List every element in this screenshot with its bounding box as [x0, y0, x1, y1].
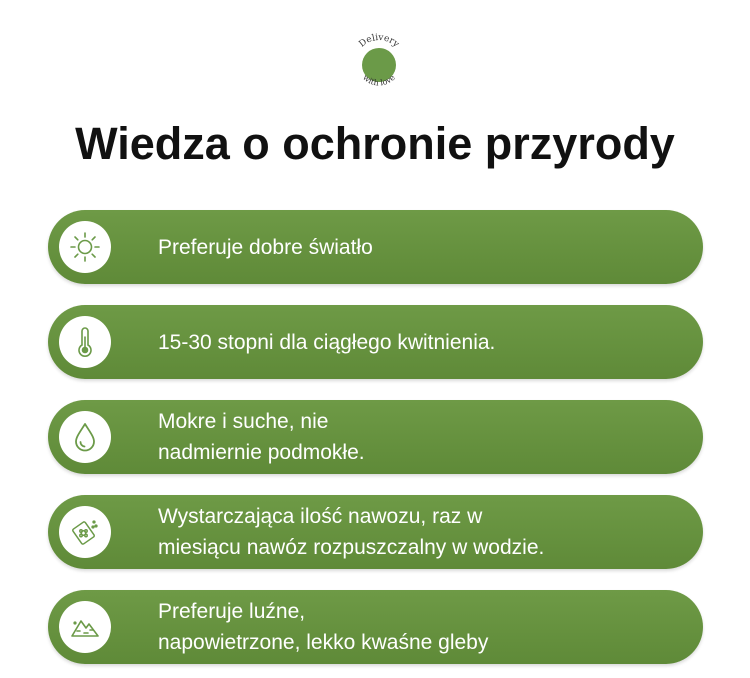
info-item-fertilizer: [48, 495, 703, 569]
info-item-light: [48, 210, 703, 284]
info-item-text: Mokre i suche, nie nadmiernie podmokłe.: [158, 410, 365, 464]
water-drop-icon: [59, 411, 111, 463]
fertilizer-bag-icon: [59, 506, 111, 558]
logo-text-bottom: with love: [361, 72, 397, 88]
info-item-text: Preferuje luźne, napowietrzone, lekko kwaśne gleby: [158, 600, 489, 654]
info-item-text: Wystarczająca ilość nawozu, raz w miesiącu nawóz rozpuszczalny w wodzie.: [158, 505, 545, 559]
info-item-water: [48, 400, 703, 474]
sun-icon: [59, 221, 111, 273]
logo-text-top: Delivery: [357, 32, 401, 50]
mountain-soil-icon: [59, 601, 111, 653]
page-title: Wiedza o ochronie przyrody: [75, 118, 675, 169]
info-item-text: 15-30 stopni dla ciągłego kwitnienia.: [158, 330, 496, 354]
delivery-with-love-logo: [346, 30, 412, 96]
svg-text:Delivery: [357, 33, 401, 50]
info-item-soil: [48, 590, 703, 664]
info-item-text: Preferuje dobre światło: [158, 235, 373, 259]
info-item-temperature: [48, 305, 703, 379]
thermometer-icon: [59, 316, 111, 368]
